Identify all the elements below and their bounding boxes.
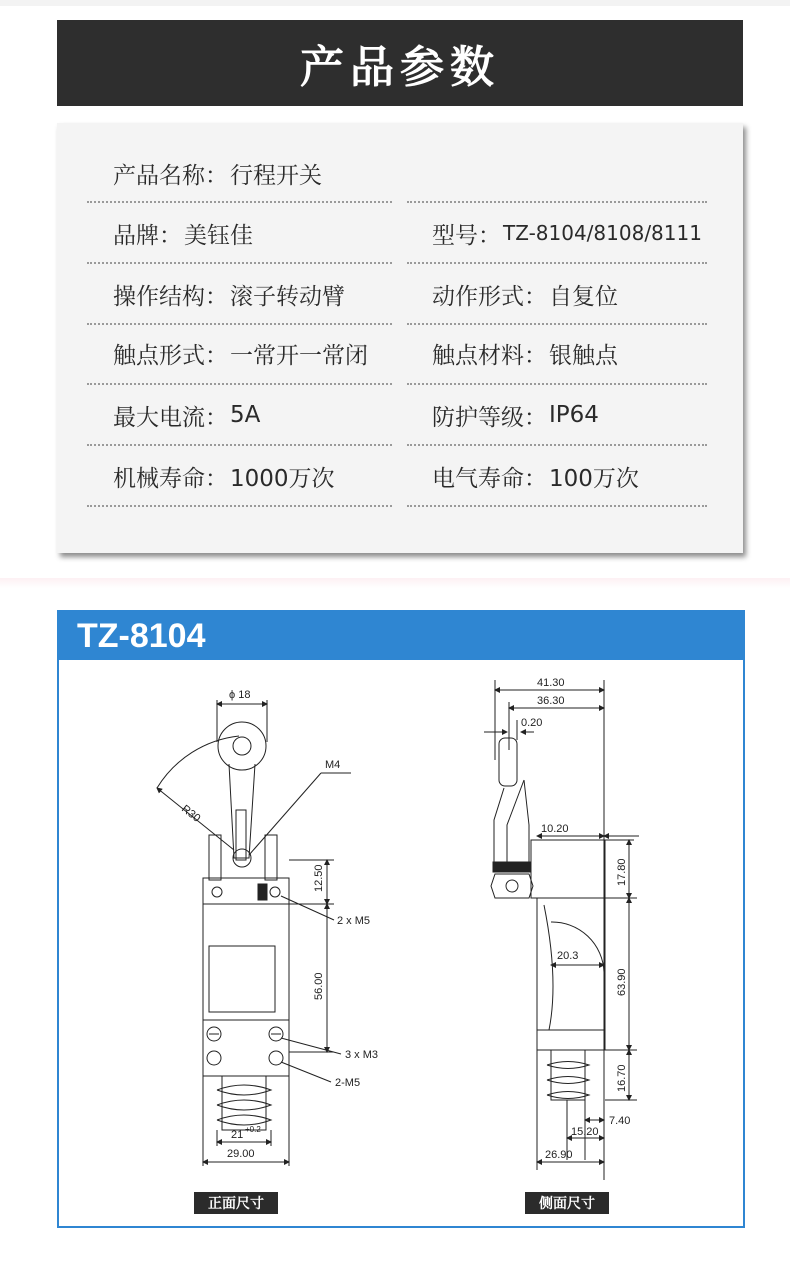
side-view-caption: 侧面尺寸: [525, 1192, 609, 1214]
dim-5600: 56.00: [313, 972, 325, 1000]
spec-protection: [432, 385, 599, 445]
spec-value: 滚子转动臂: [230, 283, 345, 310]
dim-2xm5: 2 x M5: [337, 915, 371, 927]
section-divider: [0, 578, 790, 588]
dim-1250: 12.50: [313, 864, 325, 892]
spec-value: 一常开一常闭: [230, 342, 368, 369]
dimension-drawing: [59, 660, 743, 1190]
dim-2690: 26.90: [545, 1149, 573, 1161]
spec-value: IP64: [549, 402, 599, 428]
spec-row: [57, 323, 743, 383]
spec-card: [57, 123, 743, 553]
spec-row: [57, 264, 743, 324]
dim-1020: 10.20: [541, 823, 569, 835]
dim-1780: 17.80: [616, 858, 628, 886]
side-view: [484, 677, 639, 1180]
spec-label: 产品名称：: [113, 162, 228, 189]
dim-740: 7.40: [609, 1115, 631, 1127]
dim-3xm3: 3 x M3: [345, 1049, 379, 1061]
spec-mech-life: [113, 446, 335, 506]
spec-label: 最大电流：: [113, 404, 228, 431]
dim-21: 21: [231, 1129, 244, 1141]
spec-label: 触点形式：: [113, 342, 228, 369]
spec-label: 品牌：: [113, 222, 182, 249]
dim-2900: 29.00: [227, 1148, 255, 1160]
spec-value: 银触点: [549, 342, 618, 369]
spec-label: 操作结构：: [113, 283, 228, 310]
dim-2m5: 2-M5: [335, 1077, 361, 1089]
dim-m4: M4: [325, 759, 341, 771]
dim-r30: R30: [179, 802, 203, 825]
dim-1520: 15.20: [571, 1126, 599, 1138]
spec-label: 电气寿命：: [432, 465, 547, 492]
front-view-caption: 正面尺寸: [194, 1192, 278, 1214]
spec-value: 5A: [230, 402, 261, 428]
dim-4130: 41.30: [537, 677, 565, 689]
row-divider: [87, 505, 392, 507]
spec-model: [432, 203, 702, 263]
spec-row: [57, 385, 743, 445]
spec-value: TZ-8104/8108/8111: [503, 221, 702, 245]
dim-1670: 16.70: [616, 1064, 628, 1092]
page-title: 产品参数: [57, 20, 743, 106]
spec-value: 1000万次: [230, 465, 335, 492]
row-divider: [407, 505, 707, 507]
dim-203: 20.3: [557, 950, 579, 962]
dim-3630: 36.30: [537, 695, 565, 707]
spec-product-name: [113, 143, 322, 203]
spec-label: 型号：: [432, 222, 501, 249]
spec-contact-form: [113, 323, 368, 383]
spec-label: 触点材料：: [432, 342, 547, 369]
spec-contact-material: [432, 323, 618, 383]
dim-phi18: ϕ 18: [229, 689, 251, 701]
spec-brand: [113, 203, 253, 263]
spec-value: 美钰佳: [184, 222, 253, 249]
spec-value: 行程开关: [230, 162, 322, 189]
dimension-drawing-panel: [57, 610, 745, 1228]
spec-label: 防护等级：: [432, 404, 547, 431]
spec-label: 动作形式：: [432, 283, 547, 310]
top-edge: [0, 0, 790, 6]
front-view: [157, 689, 378, 1166]
spec-row: [57, 143, 743, 203]
spec-elec-life: [432, 446, 639, 506]
dim-21-tolerance: +0.2: [245, 1125, 261, 1134]
spec-value: 100万次: [549, 465, 639, 492]
spec-action: [432, 264, 618, 324]
spec-label: 机械寿命：: [113, 465, 228, 492]
dim-020: 0.20: [521, 717, 543, 729]
spec-row: [57, 203, 743, 263]
dim-6390: 63.90: [616, 968, 628, 996]
spec-value: 自复位: [549, 283, 618, 310]
spec-structure: [113, 264, 345, 324]
spec-row: [57, 446, 743, 506]
model-header: TZ-8104: [59, 612, 743, 660]
spec-max-current: [113, 385, 260, 445]
